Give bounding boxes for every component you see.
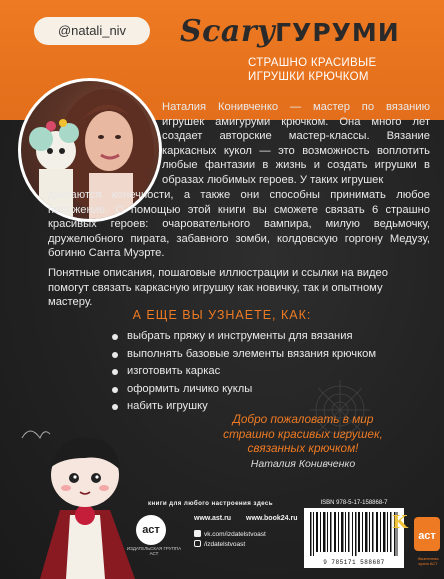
list-item: набить игрушку xyxy=(112,398,376,416)
spiderweb-icon xyxy=(310,380,370,440)
list-item: изготовить каркас xyxy=(112,363,376,381)
barcode-icon xyxy=(310,512,398,556)
welcome-line-2: страшно красивых игрушек, xyxy=(223,426,383,441)
publisher-website-link[interactable]: www.ast.ru xyxy=(194,515,232,522)
book-description-paragraph: двигаются конечности, а также они способны принимать любое положение. С помощью этой книги вы сможете связать 6 страшно красивых героев: очаровательного вампира, милую ведьмочку, дружелюбного пирата, забавного зомби, колдовскую горгону Медузу, богиню Санта Муэрте. xyxy=(48,189,430,260)
ast-brand-caption: Жизненная кухня АСТ xyxy=(417,556,439,566)
author-handle-tag: @natali_niv xyxy=(34,17,150,45)
series-logo xyxy=(180,14,430,114)
ast-brand-logo xyxy=(412,515,442,555)
list-item: выполнять базовые элементы вязания крючком xyxy=(112,346,376,364)
instagram-social-link[interactable] xyxy=(194,540,245,549)
welcome-line-3: связанных крючком! xyxy=(247,441,359,455)
book-benefit-paragraph: Понятные описания, пошаговые иллюстрации и ссылки на видео помогут связать каркасную игрушку как новичку, так и опытному мастеру. xyxy=(48,267,388,309)
logo-subtitle-line-1: СТРАШНО КРАСИВЫЕ xyxy=(248,57,377,69)
publisher-name: ИЗДАТЕЛЬСКАЯ ГРУППА АСТ xyxy=(126,546,182,556)
logo-subtitle-line-2: ИГРУШКИ КРЮЧКОМ xyxy=(248,71,369,83)
instagram-icon xyxy=(194,540,201,547)
list-item: оформить личико куклы xyxy=(112,381,376,399)
author-signature: Наталия Конивченко xyxy=(250,458,356,470)
welcome-line-1: Добро пожаловать в мир xyxy=(232,412,374,426)
learn-heading: А ЕЩЕ ВЫ УЗНАЕТЕ, КАК: xyxy=(132,308,312,322)
welcome-message xyxy=(198,412,408,456)
svg-text:аст: аст xyxy=(418,530,436,542)
logo-subtitle xyxy=(248,56,428,84)
vk-social-link[interactable] xyxy=(194,530,266,539)
author-bio-paragraph: Наталия Конивченко — мастер по вязанию игрушек амигуруми крючком. Она много лет создает авторские мастер-классы. Вязание каркасных кукол — это возможность воплотить любые фантазии в жизнь и создать игрушки в образах любимых героев. У таких игрушек xyxy=(162,101,430,186)
bookstore-website-link[interactable]: www.book24.ru xyxy=(246,515,298,522)
list-item: выбрать пряжу и инструменты для вязания xyxy=(112,328,376,346)
logo-word-scary: Scary xyxy=(180,14,276,49)
barcode-number: 9 785171 588687 xyxy=(323,559,385,566)
logo-title xyxy=(180,14,400,49)
barcode xyxy=(304,508,404,568)
vk-icon xyxy=(194,530,201,537)
isbn-label: ISBN 978-5-17-158868-7 xyxy=(320,500,388,506)
vk-link-text: vk.com/izdatelstvoast xyxy=(204,531,266,538)
publisher-logo: аст xyxy=(136,515,166,545)
publisher-tagline: книги для любого настроения здесь xyxy=(148,500,273,507)
logo-word-gurumi: ГУРУМИ xyxy=(275,18,400,47)
instagram-link-text: /izdatelstvoast xyxy=(204,541,246,548)
k-brand-logo: K xyxy=(392,512,408,533)
